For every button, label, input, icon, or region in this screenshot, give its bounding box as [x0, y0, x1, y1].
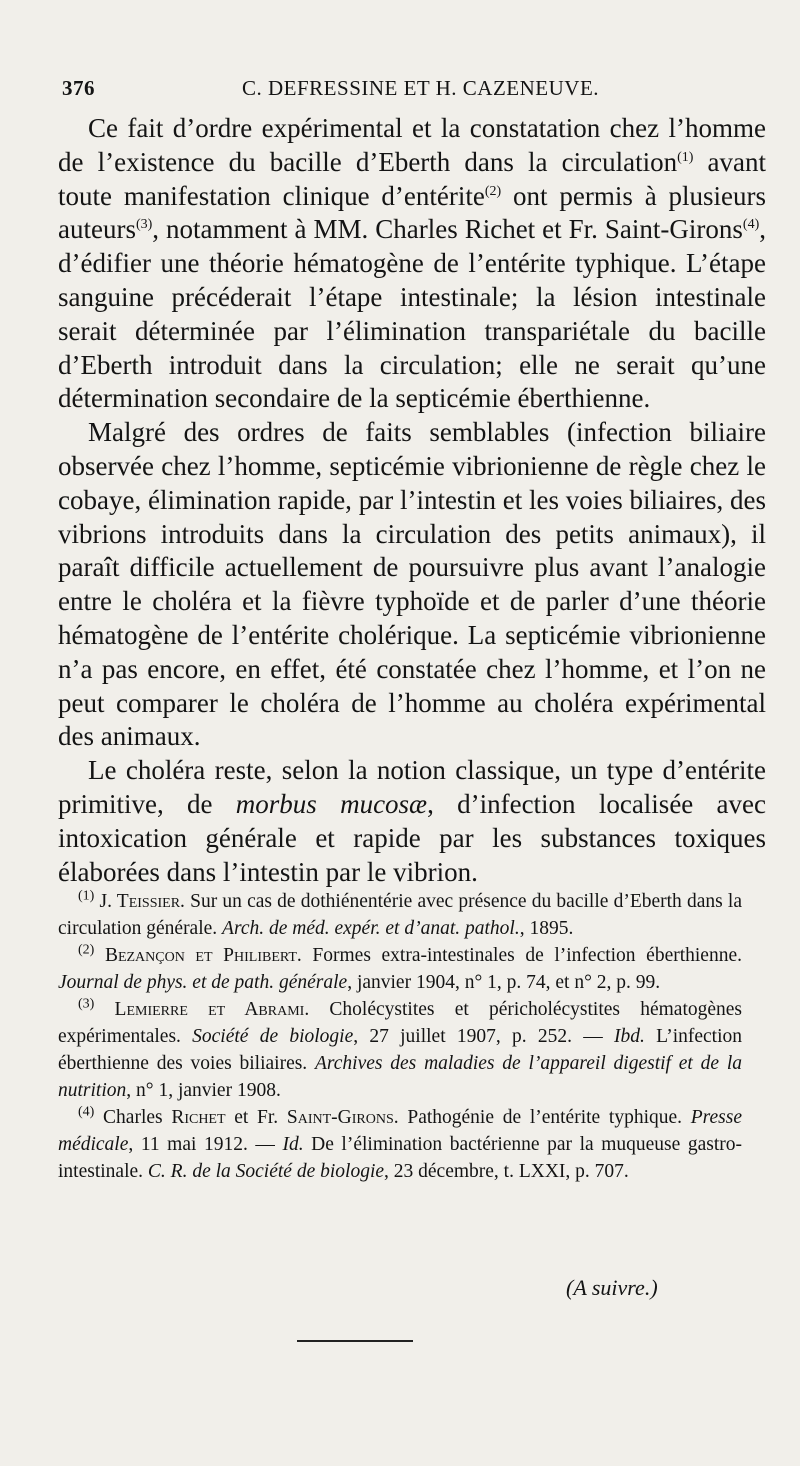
paragraph-1 [58, 112, 766, 416]
footnote-ibid: Id. [282, 1134, 304, 1155]
footnote-author: J. Teissier. [99, 891, 185, 912]
footnote-tail: , 1895. [519, 918, 574, 939]
footnote-mark: (4) [78, 1104, 95, 1120]
footnote-ref-4: (4) [742, 217, 760, 233]
footnote-text: De l’élimination bactérienne par la muqueuse gastro-intestinale. [58, 1134, 742, 1182]
footnote-text: Cholécystites et péricholécystites hématogènes expérimentales. [58, 999, 743, 1047]
running-title: C. DEFRESSINE ET H. CAZENEUVE. [242, 76, 600, 100]
footnote-journal: C. R. de la Société de biologie [147, 1161, 385, 1182]
footnote-text: et Fr. [225, 1107, 287, 1128]
footnote-text: Pathogénie de l’entérite typhique. [398, 1107, 691, 1128]
footnote-journal: Presse médicale [58, 1107, 742, 1155]
footnote-2 [58, 942, 742, 996]
paragraph-1-text-a: Ce fait d’ordre expérimental et la constatation chez l’homme de l’existence du bacille d’Eberth dans la circulation [58, 113, 766, 177]
page-header [62, 68, 762, 108]
body-text [58, 112, 766, 889]
footnote-journal: Arch. de méd. expér. et d’anat. pathol. [222, 918, 520, 939]
footnote-journal: Société de biologie [192, 1026, 354, 1047]
footnote-tail: , 23 décembre, t. LXXI, p. 707. [384, 1161, 629, 1182]
footnotes [58, 888, 742, 1185]
footnote-3 [58, 996, 742, 1104]
footnote-text: , 27 juillet 1907, p. 252. — [353, 1026, 614, 1047]
footnote-text: , 11 mai 1912. — [128, 1134, 283, 1155]
closing-rule [297, 1340, 413, 1342]
footnote-text: L’infection éberthienne des voies biliaires. [58, 1026, 743, 1074]
continuation-note: (A suivre.) [566, 1275, 658, 1300]
footnote-mark: (3) [78, 996, 95, 1012]
paragraph-1-text-d: , notamment à MM. Charles Richet et Fr. Saint-Girons [152, 214, 743, 245]
footnote-ref-2: (2) [484, 183, 502, 199]
footnote-text: Formes extra-intestinales de l’infection éberthienne. [301, 945, 742, 966]
footnote-ibid: Ibd. [613, 1026, 645, 1047]
paragraph-1-text-c: ont permis à plusieurs auteurs [58, 180, 767, 245]
footnote-tail: , janvier 1904, n° 1, p. 74, et n° 2, p. 99. [347, 972, 661, 993]
footnote-author: Saint-Girons. [286, 1107, 399, 1128]
footnote-ref-1: (1) [677, 149, 694, 165]
paragraph-1-text-e: , d’édifier une théorie hématogène de l’entérite typhique. L’étape sanguine précéderait l’étape intestinale; la lésion intestinale serait déterminée par l’élimination transpariétale du bacille d’Eberth introduit dans la circulation; elle ne serait qu’une détermination secondaire de la septicémie éberthienne. [58, 214, 766, 414]
paragraph-2: Malgré des ordres de faits semblables (infection biliaire observée chez l’homme, septicémie vibrionienne de règle chez le cobaye, élimination rapide, par l’intestin et les voies biliaires, des vibrions introduits dans la circulation des petits animaux), il paraît difficile actuellement de poursuivre plus avant l’analogie entre le choléra et la fièvre typhoïde et de parler d’une théorie hématogène de l’entérite cholérique. La septicémie vibrionienne n’a pas encore, en effet, été constatée chez l’homme, et l’on ne peut comparer le choléra de l’homme au choléra expérimental des animaux. [58, 417, 766, 752]
footnote-mark: (2) [78, 942, 95, 958]
footnote-1 [58, 888, 742, 942]
footnote-mark: (1) [78, 888, 95, 904]
page-number: 376 [62, 76, 95, 100]
footnote-author: Richet [171, 1107, 226, 1128]
footnote-author: Lemierre et Abrami. [114, 999, 310, 1020]
footnote-text: Sur un cas de dothiénentérie avec présence du bacille d’Eberth dans la circulation générale. [58, 891, 742, 939]
footnote-tail: , n° 1, janvier 1908. [126, 1080, 281, 1101]
paragraph-3 [58, 754, 766, 889]
paragraph-1-text-b: avant toute manifestation clinique d’entérite [58, 146, 766, 211]
footnote-text: Charles [94, 1107, 172, 1128]
footnote-author: Bezançon et Philibert. [104, 945, 302, 966]
footnote-4 [58, 1104, 742, 1185]
paragraph-3-text-b: , d’infection localisée avec intoxication générale et rapide par les substances toxiques élaborées dans l’intestin par le vibrion. [58, 788, 767, 887]
footnote-journal: Journal de phys. et de path. générale [58, 972, 348, 993]
paragraph-3-text-a: Le choléra reste, selon la notion classique, un type d’entérite primitive, de [58, 755, 766, 819]
latin-term: morbus mucosæ [235, 788, 428, 819]
footnote-journal: Archives des maladies de l’appareil digestif et de la nutrition [58, 1053, 742, 1101]
footnote-ref-3: (3) [135, 217, 153, 233]
